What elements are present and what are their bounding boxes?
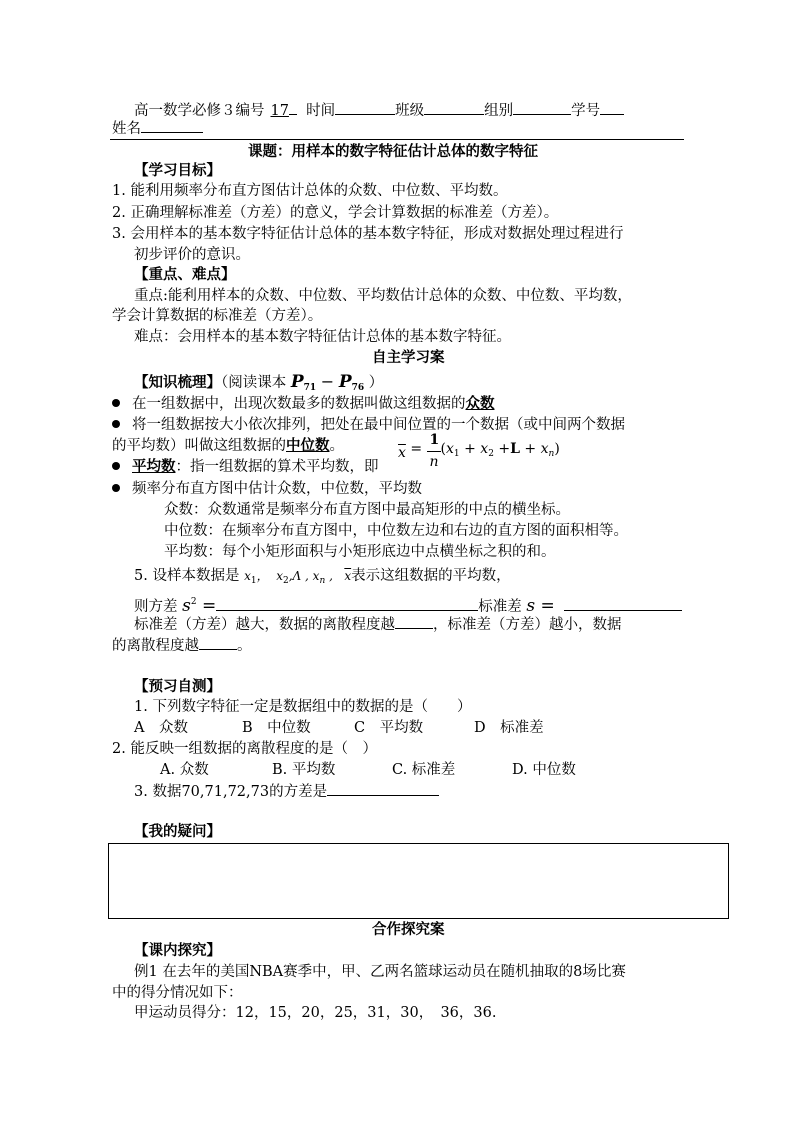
- page-start-sub: 71: [303, 383, 317, 393]
- period: 。: [329, 438, 344, 454]
- page-end: [339, 372, 364, 392]
- std-blank[interactable]: [564, 596, 682, 611]
- student-id-blank[interactable]: [600, 100, 624, 115]
- median-definition: 中位数：在频率分布直方图中，中位数左边和右边的直方图的面积相等。: [164, 523, 628, 539]
- term-mean: 平均数: [132, 458, 176, 475]
- dispersion-text: 标准差（方差）越大，数据的离散程度越: [134, 617, 395, 633]
- bullet-text: 频率分布直方图中估计众数，中位数，平均数: [132, 481, 422, 497]
- dispersion-line1: [134, 614, 622, 635]
- option-d[interactable]: D 标准差: [474, 720, 544, 736]
- time-blank[interactable]: [335, 100, 395, 115]
- reading-hint-suffix: ）: [368, 375, 384, 391]
- bullet-median-line2: [112, 436, 344, 456]
- dispersion-blank-1[interactable]: [395, 614, 433, 629]
- option-d[interactable]: D. 中位数: [512, 762, 576, 778]
- header-class-label: 班级: [395, 103, 425, 119]
- bullet-dot: [112, 420, 120, 428]
- goal-item: 1. 能利用频率分布直方图估计总体的众数、中位数、平均数。: [112, 183, 508, 199]
- goals-heading: 【学习目标】: [134, 162, 221, 179]
- option-b[interactable]: B. 平均数: [272, 762, 336, 778]
- header-number: 17: [270, 103, 289, 119]
- pretest-heading: 【预习自测】: [134, 678, 221, 695]
- bullet-dot: [112, 484, 120, 492]
- bullet-dot: [112, 399, 120, 407]
- page-title: 课题：用样本的数字特征估计总体的数字特征: [248, 143, 538, 160]
- option-a[interactable]: A 众数: [134, 720, 188, 736]
- term-median: 中位数: [286, 437, 330, 454]
- item5-suffix: 表示这组数据的平均数，: [351, 568, 511, 584]
- questions-box[interactable]: [108, 843, 729, 919]
- variance-answer-blank[interactable]: [327, 781, 439, 796]
- scores-line: 甲运动员得分：12，15，20，25，31，30， 36，36.: [134, 1005, 497, 1021]
- dispersion-blank-2[interactable]: [199, 635, 237, 650]
- formula-body: $(x_1 + x_2 +L + x_n)$: [440, 441, 560, 459]
- pretest-q3: [134, 781, 439, 802]
- cooperative-heading: 合作探究案: [372, 921, 445, 938]
- key-point-line: 学会计算数据的标准差（方差）。: [112, 308, 323, 324]
- header-line2: [112, 118, 203, 139]
- class-blank[interactable]: [424, 100, 484, 115]
- std-symbol: s =: [526, 596, 555, 616]
- option-c[interactable]: C. 标准差: [392, 762, 456, 778]
- dispersion-text: ，标准差（方差）越小，数据: [433, 617, 622, 633]
- mode-definition: 众数：众数通常是频率分布直方图中最高矩形的中点的横坐标。: [164, 502, 570, 518]
- fraction-one-over-n: [427, 432, 441, 470]
- goal-item: 3. 会用样本的基本数字特征估计总体的基本数字特征，形成对数据处理过程进行: [112, 226, 624, 242]
- header-group-label: 组别: [484, 103, 514, 119]
- page-start-letter: P: [290, 372, 304, 392]
- pretest-q2-options: [160, 760, 576, 780]
- knowledge-heading: 【知识梳理】: [134, 374, 221, 391]
- example-line: 例1 在去年的美国NBA赛季中，甲、乙两名篮球运动员在随机抽取的8场比赛: [134, 964, 626, 980]
- pretest-q2: 2. 能反映一组数据的离散程度的是（ ）: [112, 741, 377, 757]
- item5-line: [134, 566, 511, 591]
- term-mode: 众数: [465, 395, 495, 412]
- option-a[interactable]: A. 众数: [160, 762, 209, 778]
- page-end-sub: 76: [351, 383, 365, 393]
- header-course: 高一数学必修３编号: [134, 103, 265, 119]
- questions-heading: 【我的疑问】: [134, 823, 221, 840]
- variance-label: 则方差: [134, 599, 178, 615]
- mean-definition: 平均数：每个小矩形面积与小矩形底边中点横坐标之积的和。: [164, 544, 556, 560]
- in-class-heading: 【课内探究】: [134, 942, 221, 959]
- header-line1: [134, 100, 624, 121]
- name-blank[interactable]: [141, 118, 203, 133]
- pretest-q1: 1. 下列数字特征一定是数据组中的数据的是（ ）: [134, 699, 472, 715]
- header-divider: [110, 139, 684, 140]
- goal-item: 初步评价的意识。: [134, 247, 250, 263]
- variance-symbol: $s^2$ =: [182, 596, 217, 616]
- self-study-heading: 自主学习案: [372, 349, 445, 366]
- bullet-text: 的平均数）叫做这组数据的: [112, 438, 286, 454]
- page-start: [291, 372, 316, 392]
- dispersion-text: 的离散程度越: [112, 638, 199, 654]
- pretest-q3-text: 3. 数据70,71,72,73的方差是: [134, 784, 328, 800]
- bullet-text: 在一组数据中，出现次数最多的数据叫做这组数据的: [132, 396, 466, 412]
- minus-sign: −: [320, 372, 335, 391]
- key-point-line: 重点:能利用样本的众数、中位数、平均数估计总体的众数、中位数、平均数，: [134, 288, 632, 304]
- bullet-text: ：指一组数据的算术平均数，即: [175, 459, 379, 475]
- page-end-letter: P: [338, 372, 352, 392]
- option-c[interactable]: C 平均数: [354, 720, 424, 736]
- group-blank[interactable]: [513, 100, 571, 115]
- dispersion-line2: [112, 635, 252, 656]
- bullet-histogram: [112, 479, 422, 499]
- reading-hint-prefix: （阅读课本: [221, 375, 287, 391]
- header-name-label: 姓名: [112, 121, 141, 137]
- bullet-mode: [112, 394, 495, 414]
- blank: [289, 100, 297, 115]
- std-label: 标准差: [478, 599, 522, 615]
- option-b[interactable]: B 中位数: [242, 720, 311, 736]
- hard-point-line: 难点：会用样本的基本数字特征估计总体的基本数字特征。: [134, 329, 511, 345]
- pretest-q1-options: [134, 718, 544, 738]
- x-bar: $\overline{x}$: [398, 445, 406, 461]
- sample-notation: $x_1$， $x_2,\Lambda$ , $x_n$ , $\overline{x}$: [244, 569, 352, 586]
- goal-item: 2. 正确理解标准差（方差）的意义，学会计算数据的标准差（方差）。: [112, 205, 559, 221]
- bullet-mean: [112, 457, 379, 477]
- mean-formula: $\overline{x}$ = $\frac{1}{n}$ $(x_1 + x_2 +L + x_n)$: [398, 432, 560, 470]
- bullet-dot: [112, 462, 120, 470]
- frac-den: n: [429, 454, 439, 470]
- variance-blank[interactable]: [216, 596, 478, 611]
- item5-prefix: 5. 设样本数据是: [134, 568, 240, 584]
- dispersion-text: 。: [237, 638, 252, 654]
- header-student-id-label: 学号: [571, 103, 601, 119]
- example-line: 中的得分情况如下：: [112, 985, 243, 1001]
- header-time-label: 时间: [306, 103, 336, 119]
- bullet-text: 将一组数据按大小依次排列，把处在最中间位置的一个数据（或中间两个数据: [132, 417, 625, 433]
- key-points-heading: 【重点、难点】: [134, 266, 236, 283]
- bullet-median-line1: [112, 415, 625, 435]
- frac-num: 1: [429, 432, 440, 448]
